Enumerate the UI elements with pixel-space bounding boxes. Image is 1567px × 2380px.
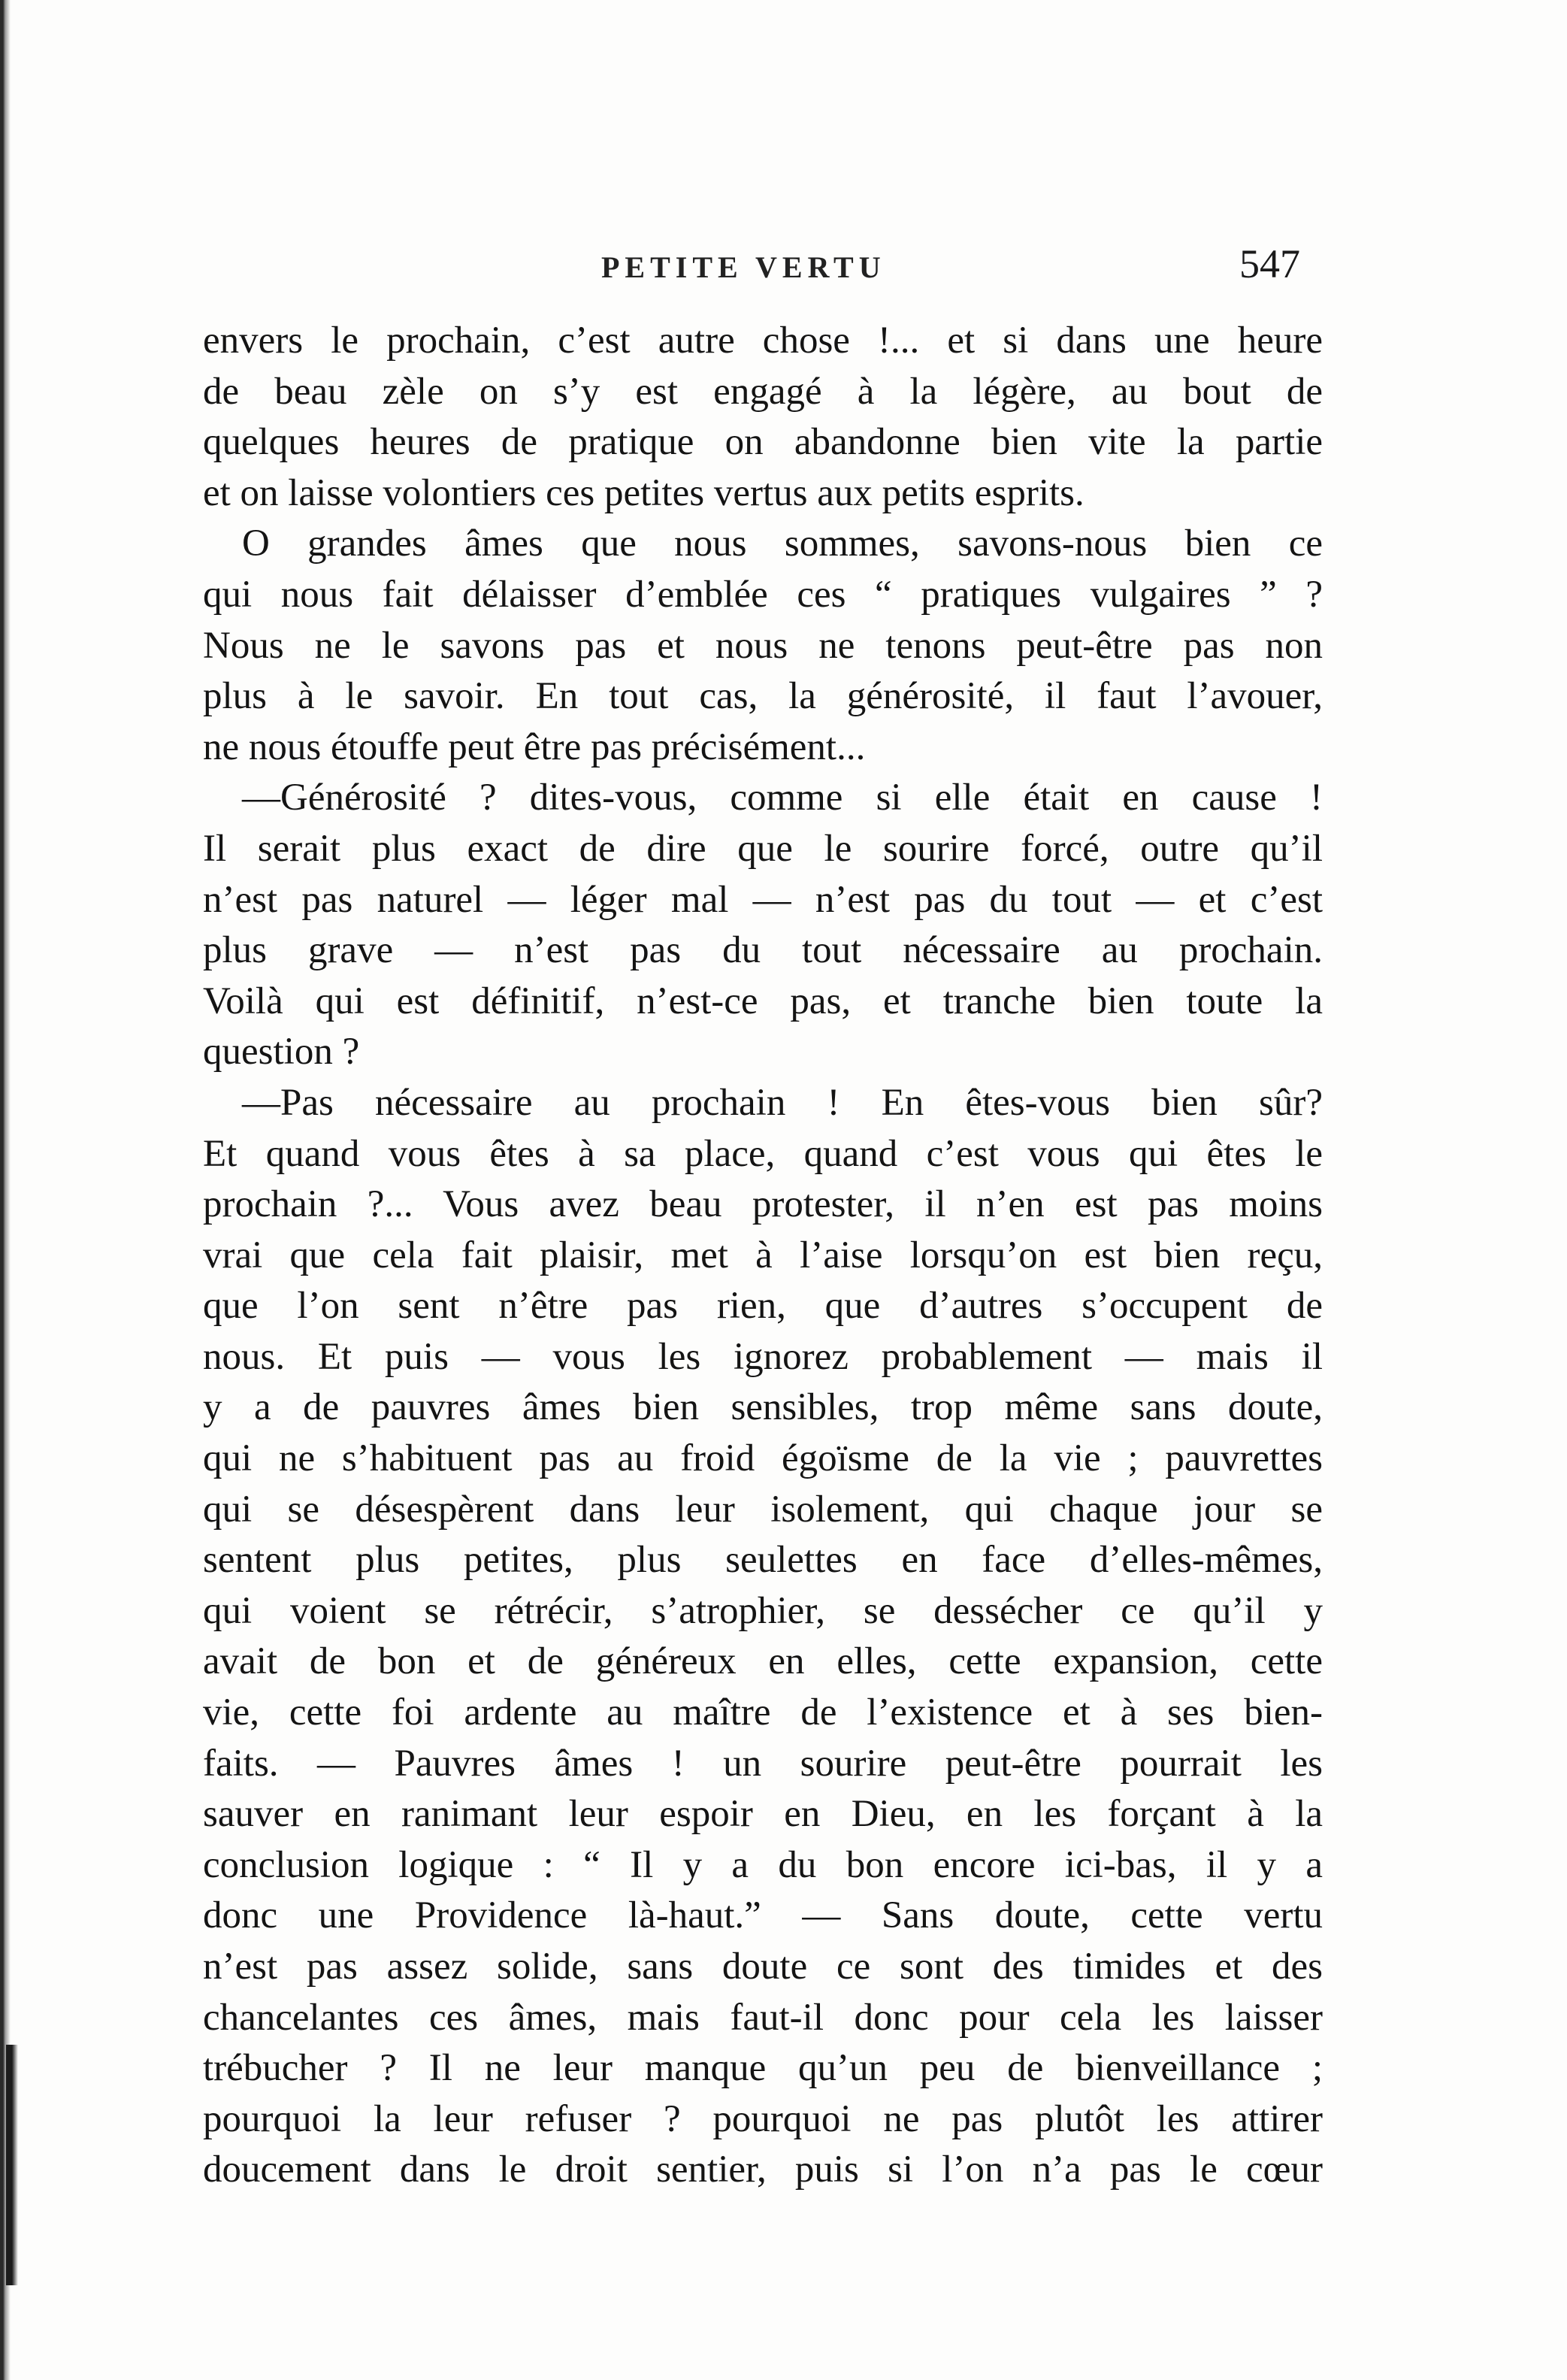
text-line: et on laisse volontiers ces petites vertus aux petits esprits. <box>203 471 1084 514</box>
text-line: prochain ?... Vous avez beau protester, il n’en est pas moins <box>203 1183 1323 1226</box>
text-line: envers le prochain, c’est autre chose !... et si dans une heure <box>203 319 1323 362</box>
text-line: de beau zèle on s’y est engagé à la légère, au bout de <box>203 370 1323 413</box>
binding-edge <box>0 0 11 2380</box>
text-line: n’est pas assez solide, sans doute ce sont des timides et des <box>203 1945 1323 1988</box>
paragraph-start-line: —Générosité ? dites-vous, comme si elle était en cause ! <box>242 777 1323 819</box>
text-line: plus à le savoir. En tout cas, la générosité, il faut l’avouer, <box>203 675 1323 718</box>
text-line: chancelantes ces âmes, mais faut-il donc pour cela les laisser <box>203 1996 1323 2039</box>
text-line: sauver en ranimant leur espoir en Dieu, en les forçant à la <box>203 1793 1323 1836</box>
text-line: donc une Providence là-haut.” — Sans doute, cette vertu <box>203 1894 1323 1937</box>
text-line: n’est pas naturel — léger mal — n’est pas du tout — et c’est <box>203 878 1323 921</box>
text-line: faits. — Pauvres âmes ! un sourire peut-être pourrait les <box>203 1742 1323 1785</box>
text-line: que l’on sent n’être pas rien, que d’autres s’occupent de <box>203 1285 1323 1328</box>
text-line: Et quand vous êtes à sa place, quand c’est vous qui êtes le <box>203 1132 1323 1175</box>
text-line: y a de pauvres âmes bien sensibles, trop même sans doute, <box>203 1386 1323 1429</box>
text-line: doucement dans le droit sentier, puis si l’on n’a pas le cœur <box>203 2148 1323 2191</box>
text-line: qui ne s’habituent pas au froid égoïsme de la vie ; pauvrettes <box>203 1437 1323 1480</box>
text-line: Nous ne le savons pas et nous ne tenons peut-être pas non <box>203 624 1323 667</box>
text-line: question ? <box>203 1031 360 1073</box>
paragraph-start-line: O grandes âmes que nous sommes, savons-nous bien ce <box>242 522 1323 565</box>
binding-shadow <box>6 2045 18 2285</box>
text-line: quelques heures de pratique on abandonne bien vite la partie <box>203 421 1323 464</box>
text-line: qui nous fait délaisser d’emblée ces “ pratiques vulgaires ” ? <box>203 573 1323 616</box>
text-line: trébucher ? Il ne leur manque qu’un peu de bienveillance ; <box>203 2047 1323 2090</box>
body-text <box>203 316 1323 2196</box>
text-line: ne nous étouffe peut être pas précisément... <box>203 725 866 768</box>
text-line: sentent plus petites, plus seulettes en face d’elles-mêmes, <box>203 1539 1323 1582</box>
text-line: nous. Et puis — vous les ignorez probablement — mais il <box>203 1335 1323 1378</box>
text-line: pourquoi la leur refuser ? pourquoi ne pas plutôt les attirer <box>203 2097 1323 2140</box>
running-head <box>203 241 1323 301</box>
text-line: conclusion logique : “ Il y a du bon encore ici-bas, il y a <box>203 1843 1323 1886</box>
text-line: avait de bon et de généreux en elles, cette expansion, cette <box>203 1640 1323 1683</box>
text-line: plus grave — n’est pas du tout nécessaire au prochain. <box>203 929 1323 972</box>
text-line: qui voient se rétrécir, s’atrophier, se dessécher ce qu’il y <box>203 1589 1323 1632</box>
text-line: Voilà qui est définitif, n’est-ce pas, et tranche bien toute la <box>203 980 1323 1022</box>
text-line: Il serait plus exact de dire que le sourire forcé, outre qu’il <box>203 827 1323 870</box>
text-line: vrai que cela fait plaisir, met à l’aise lorsqu’on est bien reçu, <box>203 1234 1323 1276</box>
text-line: qui se désespèrent dans leur isolement, qui chaque jour se <box>203 1488 1323 1531</box>
running-title: PETITE VERTU <box>601 250 886 284</box>
text-line: vie, cette foi ardente au maître de l’existence et à ses bien- <box>203 1691 1323 1734</box>
paragraph-start-line: —Pas nécessaire au prochain ! En êtes-vous bien sûr? <box>242 1081 1323 1124</box>
page-number: 547 <box>1239 241 1300 286</box>
